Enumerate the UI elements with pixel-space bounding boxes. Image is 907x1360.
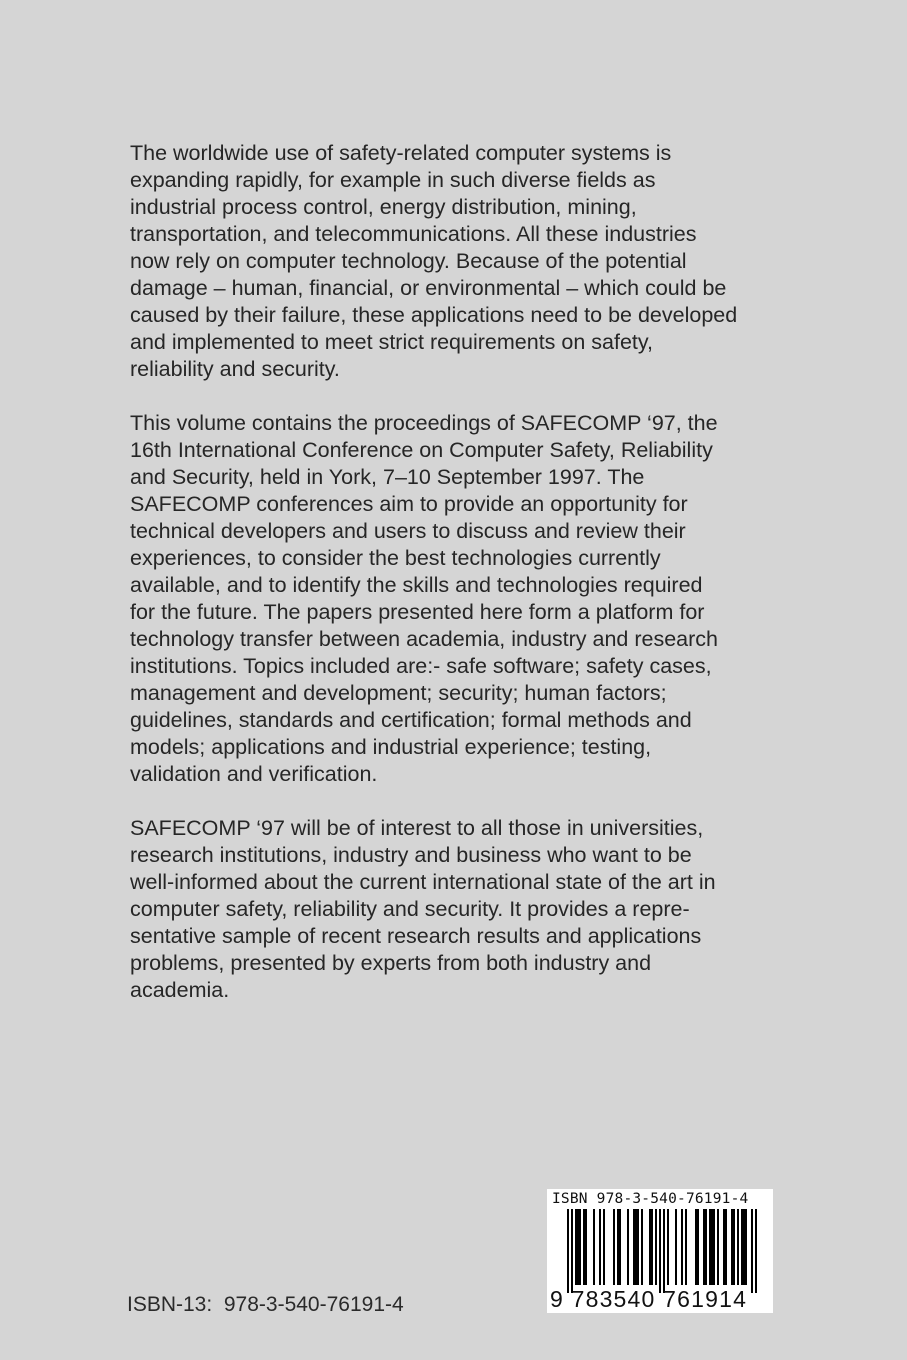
barcode-bar (733, 1209, 735, 1285)
barcode-bar (585, 1209, 587, 1285)
barcode-isbn-text: ISBN 978-3-540-76191-4 (552, 1191, 749, 1207)
barcode-bar (619, 1209, 621, 1285)
barcode-bar (617, 1209, 619, 1285)
barcode-bar (667, 1209, 669, 1285)
barcode-bar (685, 1209, 687, 1285)
barcode-bar (655, 1209, 657, 1285)
barcode-bar (635, 1209, 637, 1285)
barcode-bar (717, 1209, 719, 1285)
barcode-bar (613, 1209, 615, 1285)
barcode-bar (681, 1209, 683, 1285)
barcode-bar (627, 1209, 629, 1285)
barcode-bar (695, 1209, 697, 1285)
barcode-bar (741, 1209, 743, 1285)
barcode-digits: 9 783540 761914 (550, 1286, 748, 1312)
barcode-bar (731, 1209, 733, 1285)
barcode-bar (663, 1209, 665, 1293)
barcode-bar (633, 1209, 635, 1285)
barcode-bar (649, 1209, 651, 1285)
barcode-bar (743, 1209, 745, 1285)
barcode-bar (745, 1209, 747, 1285)
barcode-bar (713, 1209, 715, 1285)
back-cover-blurb (130, 140, 790, 1031)
barcode-bar (659, 1209, 661, 1293)
barcode-bar (575, 1209, 577, 1285)
barcode-bar (711, 1209, 713, 1285)
blurb-paragraph-1: The worldwide use of safety-related computer systems is expanding rapidly, for example in such diverse fields as industrial process control, energy distribution, mining, transportation, and telecommunications. All these industries now rely on computer technology. Because of the potential damage – human, financial, or environmental – which could be caused by their failure, these applications need to be developed and implemented to meet strict requirements on safety, reliability and security. (130, 141, 738, 381)
blurb-paragraph-3: SAFECOMP ‘97 will be of interest to all those in universities, research institutions, industry and business who want to be well-informed about the current international state of the art in computer safety, reliability and security. It provides a repre- sentative sample of recent research results and applications problems, presented by experts from both industry and academia. (130, 816, 716, 1002)
barcode-bar (577, 1209, 579, 1285)
isbn-barcode (547, 1189, 773, 1313)
barcode-bar (603, 1209, 605, 1285)
barcode-bar (737, 1209, 739, 1285)
barcode-bar (751, 1209, 753, 1293)
barcode-bar (709, 1209, 711, 1285)
barcode-bar (723, 1209, 725, 1285)
barcode-bar (579, 1209, 581, 1285)
barcode-bar (599, 1209, 601, 1285)
barcode-bar (703, 1209, 705, 1285)
barcode-bar (697, 1209, 699, 1285)
barcode-bar (571, 1209, 573, 1293)
barcode-bar (593, 1209, 595, 1285)
barcode-bar (705, 1209, 707, 1285)
blurb-paragraph-2: This volume contains the proceedings of SAFECOMP ‘97, the 16th International Conference on Computer Safety, Reliability and Security, held in York, 7–10 September 1997. The SAFECOMP conferences aim to provide an opportunity for technical developers and users to discuss and review their experiences, to consider the best technologies currently available, and to identify the skills and technologies required for the future. The papers presented here form a platform for technology transfer between academia, industry and research institutions. Topics included are:- safe software; safety cases, management and development; security; human factors; guidelines, standards and certification; formal methods and models; applications and industrial experience; testing, validation and verification. (130, 411, 719, 786)
barcode-bar (651, 1209, 653, 1285)
barcode-bar (567, 1209, 569, 1293)
barcode-bar (725, 1209, 727, 1285)
barcode-bar (755, 1209, 757, 1293)
barcode-bar (583, 1209, 585, 1285)
barcode-bar (641, 1209, 643, 1285)
barcode-bar (637, 1209, 639, 1285)
isbn-13-line: ISBN-13: 978-3-540-76191-4 (127, 1293, 404, 1316)
barcode-bar (675, 1209, 677, 1285)
